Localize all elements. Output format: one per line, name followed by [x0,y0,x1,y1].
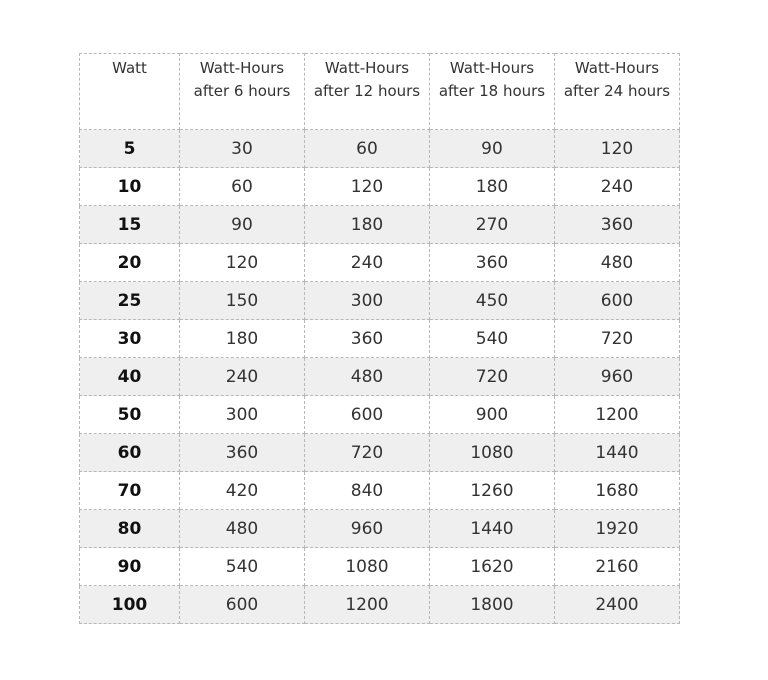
wh-24h-cell: 600 [555,282,680,320]
header-6-hours: Watt-Hours after 6 hours [180,54,305,130]
table-row [80,434,680,472]
wh-24h-cell: 1440 [555,434,680,472]
wh-24h-cell: 1680 [555,472,680,510]
watt-cell: 20 [80,244,180,282]
watt-cell: 25 [80,282,180,320]
wh-6h-cell: 300 [180,396,305,434]
wh-18h-cell: 720 [430,358,555,396]
wh-6h-cell: 600 [180,586,305,624]
wh-12h-cell: 240 [305,244,430,282]
wh-6h-cell: 90 [180,206,305,244]
wh-6h-cell: 180 [180,320,305,358]
wh-12h-cell: 1080 [305,548,430,586]
table-row [80,548,680,586]
wh-18h-cell: 360 [430,244,555,282]
wh-18h-cell: 1440 [430,510,555,548]
header-watt: Watt [80,54,180,130]
wh-6h-cell: 360 [180,434,305,472]
watt-cell: 40 [80,358,180,396]
header-12-hours: Watt-Hours after 12 hours [305,54,430,130]
wh-18h-cell: 450 [430,282,555,320]
table-row [80,510,680,548]
table-row [80,168,680,206]
wh-18h-cell: 1080 [430,434,555,472]
wh-12h-cell: 480 [305,358,430,396]
wh-24h-cell: 360 [555,206,680,244]
wh-12h-cell: 960 [305,510,430,548]
table-row [80,586,680,624]
watt-cell: 50 [80,396,180,434]
wh-18h-cell: 1260 [430,472,555,510]
wh-18h-cell: 1620 [430,548,555,586]
wh-6h-cell: 420 [180,472,305,510]
watt-hours-table [79,53,680,624]
wh-6h-cell: 60 [180,168,305,206]
wh-18h-cell: 90 [430,130,555,168]
wh-24h-cell: 2160 [555,548,680,586]
watt-cell: 80 [80,510,180,548]
table-row [80,282,680,320]
header-row [80,54,680,130]
wh-18h-cell: 270 [430,206,555,244]
wh-12h-cell: 840 [305,472,430,510]
wh-6h-cell: 480 [180,510,305,548]
table-row [80,396,680,434]
wh-6h-cell: 540 [180,548,305,586]
wh-12h-cell: 120 [305,168,430,206]
wh-6h-cell: 120 [180,244,305,282]
table-row [80,320,680,358]
watt-hours-table-container [79,53,679,624]
table-row [80,244,680,282]
wh-24h-cell: 480 [555,244,680,282]
table-row [80,130,680,168]
watt-cell: 30 [80,320,180,358]
watt-cell: 100 [80,586,180,624]
watt-cell: 5 [80,130,180,168]
table-row [80,358,680,396]
wh-12h-cell: 600 [305,396,430,434]
watt-cell: 70 [80,472,180,510]
wh-6h-cell: 240 [180,358,305,396]
wh-18h-cell: 540 [430,320,555,358]
wh-12h-cell: 720 [305,434,430,472]
watt-cell: 90 [80,548,180,586]
wh-24h-cell: 1200 [555,396,680,434]
wh-18h-cell: 900 [430,396,555,434]
watt-cell: 10 [80,168,180,206]
watt-cell: 60 [80,434,180,472]
table-body [80,130,680,624]
wh-24h-cell: 960 [555,358,680,396]
table-row [80,472,680,510]
wh-24h-cell: 720 [555,320,680,358]
wh-18h-cell: 180 [430,168,555,206]
wh-12h-cell: 300 [305,282,430,320]
wh-12h-cell: 180 [305,206,430,244]
wh-6h-cell: 30 [180,130,305,168]
header-24-hours: Watt-Hours after 24 hours [555,54,680,130]
wh-6h-cell: 150 [180,282,305,320]
wh-24h-cell: 240 [555,168,680,206]
table-row [80,206,680,244]
wh-12h-cell: 1200 [305,586,430,624]
wh-24h-cell: 1920 [555,510,680,548]
wh-18h-cell: 1800 [430,586,555,624]
wh-12h-cell: 360 [305,320,430,358]
wh-24h-cell: 2400 [555,586,680,624]
wh-24h-cell: 120 [555,130,680,168]
header-18-hours: Watt-Hours after 18 hours [430,54,555,130]
watt-cell: 15 [80,206,180,244]
wh-12h-cell: 60 [305,130,430,168]
